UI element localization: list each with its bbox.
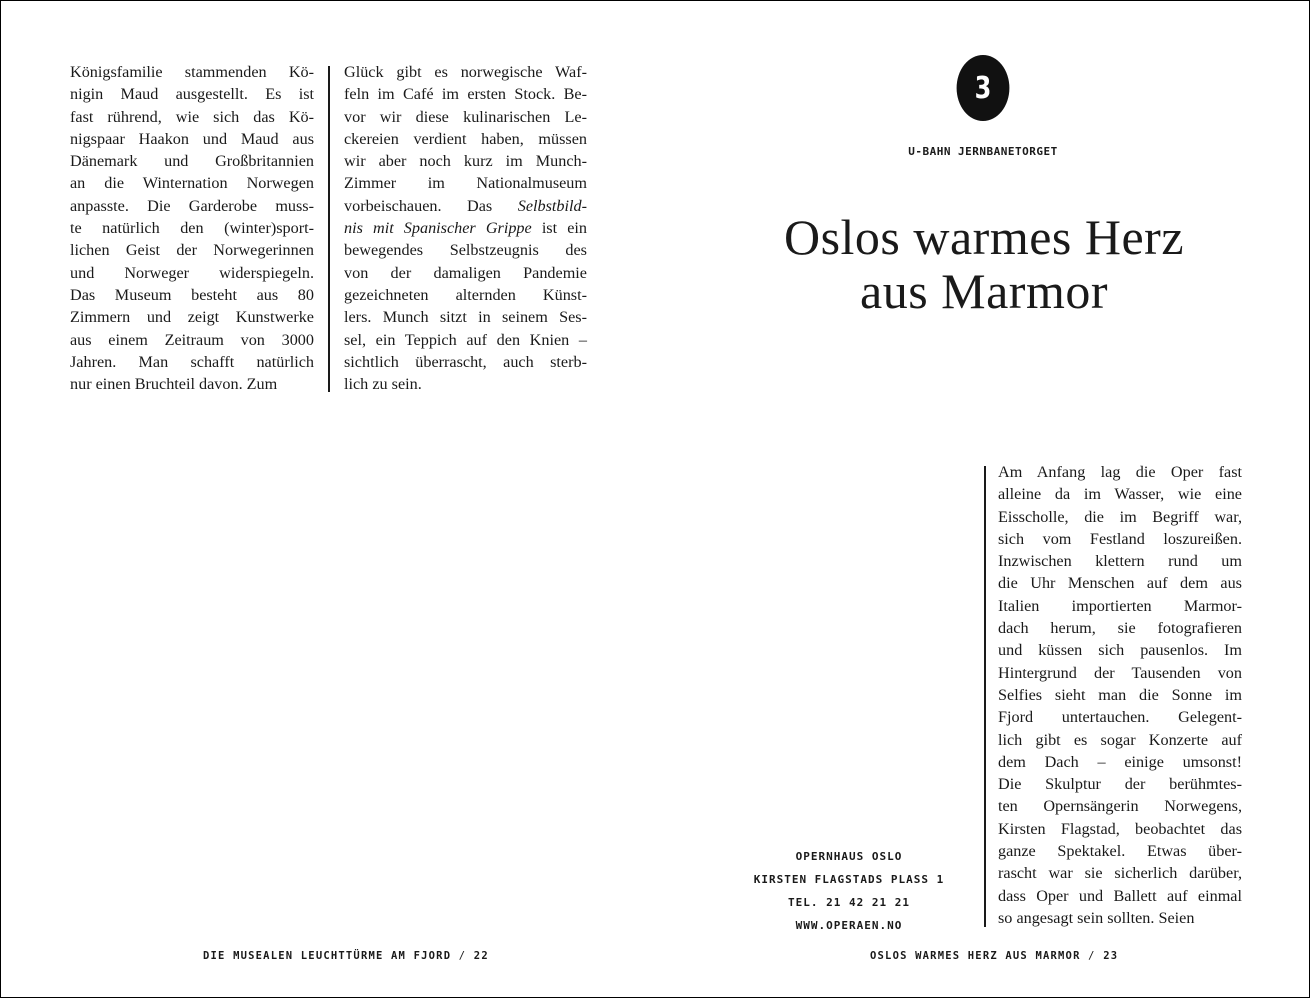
folio-left-title: DIE MUSEALEN LEUCHTTÜRME AM FJORD <box>203 950 452 962</box>
text-line: ten Opernsängerin Norwegens, <box>998 797 1242 816</box>
page-number-right: 23 <box>1103 950 1119 962</box>
text-line: Selfies sieht man die Sonne im <box>998 685 1242 704</box>
text-line: lich zu sein. <box>344 375 422 394</box>
text-line: und küssen sich pausenlos. Im <box>998 641 1242 660</box>
left-column-text <box>70 61 314 395</box>
text-line: dach herum, sie fotografieren <box>998 619 1242 638</box>
text-line: ckereien verdient haben, müssen <box>344 129 587 148</box>
chapter-title <box>720 210 1248 318</box>
text-line: lich gibt es sogar Konzerte auf <box>998 730 1242 749</box>
text-line: alleine da im Wasser, wie eine <box>998 485 1242 504</box>
text-line: vor wir diese kulinarischen Le- <box>344 107 587 126</box>
text-line: gezeichneten alternden Künst- <box>344 285 587 304</box>
text-line: Eisscholle, die im Begriff war, <box>998 507 1242 526</box>
text-line: so angesagt sein sollten. Seien <box>998 908 1195 927</box>
text-line: von der damaligen Pandemie <box>344 263 587 282</box>
text-line: ganze Spektakel. Etwas über- <box>998 842 1242 861</box>
folio-right: OSLOS WARMES HERZ AUS MARMOR / 23 <box>870 950 1119 962</box>
text-line: Am Anfang lag die Oper fast <box>998 463 1242 481</box>
text-line: Jahren. Man schafft natürlich <box>70 352 314 371</box>
text-line: rascht war sie sicherlich darüber, <box>998 864 1242 883</box>
text-line: sel, ein Teppich auf den Knien – <box>344 330 587 349</box>
column-divider <box>328 66 330 392</box>
venue-street: KIRSTEN FLAGSTADS PLASS 1 <box>753 873 945 886</box>
text-line: Inzwischen klettern rund um <box>998 552 1242 571</box>
text-line: aus einem Zeitraum von 3000 <box>70 330 314 349</box>
page-number-left: 22 <box>473 950 489 962</box>
middle-column-text <box>344 61 587 395</box>
venue-website: WWW.OPERAEN.NO <box>795 919 903 932</box>
metro-station-label: U-BAHN JERNBANETORGET <box>908 145 1058 158</box>
text-line: fast rührend, wie sich das Kö- <box>70 107 314 126</box>
text-line: Dänemark und Großbritannien <box>70 152 314 171</box>
text-line: anpasste. Die Garderobe muss- <box>70 196 314 215</box>
address-block <box>752 845 946 937</box>
text-line: Fjord untertauchen. Gelegent- <box>998 708 1242 727</box>
text-line: Italien importierten Marmor- <box>998 596 1242 615</box>
text-line: wir aber noch kurz im Munch- <box>344 152 587 171</box>
text-line: lichen Geist der Norwegerinnen <box>70 241 314 260</box>
text-line: nigin Maud ausgestellt. Es ist <box>70 85 314 104</box>
text-line: nis mit Spanischer Grippe ist ein <box>344 219 587 238</box>
text-line: feln im Café im ersten Stock. Be- <box>344 85 587 104</box>
folio-right-title: OSLOS WARMES HERZ AUS MARMOR <box>870 950 1081 962</box>
folio-left: DIE MUSEALEN LEUCHTTÜRME AM FJORD / 22 <box>203 950 489 962</box>
chapter-number-badge <box>957 55 1010 121</box>
venue-name: OPERNHAUS OSLO <box>795 850 903 863</box>
text-line: an die Winternation Norwegen <box>70 174 314 193</box>
text-line: Hintergrund der Tausenden von <box>998 663 1242 682</box>
text-line: Zimmer im Nationalmuseum <box>344 174 587 193</box>
text-line: sichtlich überrascht, auch sterb- <box>344 352 587 371</box>
text-line: Die Skulptur der berühmtes- <box>998 775 1242 794</box>
text-line: Glück gibt es norwegische Waf- <box>344 63 587 81</box>
text-line: sich vom Festland loszureißen. <box>998 529 1242 548</box>
right-column-text <box>998 461 1242 929</box>
text-line: die Uhr Menschen auf dem aus <box>998 574 1242 593</box>
text-line: Das Museum besteht aus 80 <box>70 285 314 304</box>
chapter-number: 3 <box>974 70 992 106</box>
venue-phone: TEL. 21 42 21 21 <box>788 896 910 909</box>
text-line: dem Dach – einige umsonst! <box>998 752 1242 771</box>
text-line: lers. Munch sitzt in seinem Ses- <box>344 308 587 327</box>
text-line: Königsfamilie stammenden Kö- <box>70 63 314 81</box>
text-line: und Norweger widerspiegeln. <box>70 263 314 282</box>
text-line: nur einen Bruchteil davon. Zum <box>70 375 278 394</box>
text-line: nigspaar Haakon und Maud aus <box>70 129 314 148</box>
chapter-title-line-2: aus Marmor <box>860 263 1108 319</box>
chapter-title-line-1: Oslos warmes Herz <box>783 209 1185 265</box>
text-line: Zimmern und zeigt Kunstwerke <box>70 308 314 327</box>
text-line: bewegendes Selbstzeugnis des <box>344 241 587 260</box>
text-line: vorbeischauen. Das Selbstbild- <box>344 196 587 215</box>
text-line: te natürlich den (winter)sport- <box>70 219 314 238</box>
text-line: dass Oper und Ballett auf einmal <box>998 886 1242 905</box>
column-divider-right <box>984 466 986 927</box>
text-line: Kirsten Flagstad, beobachtet das <box>998 819 1242 838</box>
